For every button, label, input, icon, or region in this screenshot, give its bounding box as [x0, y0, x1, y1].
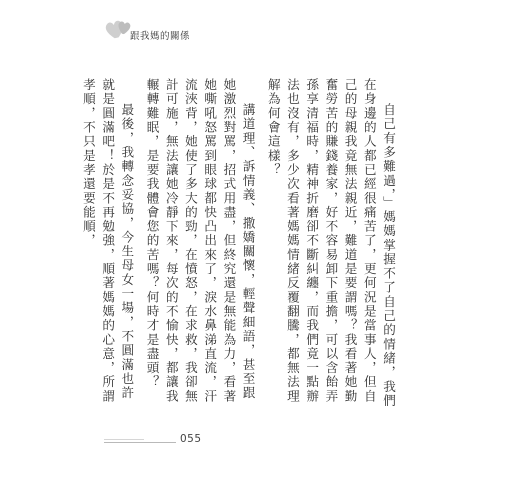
- paragraph: 最後，我轉念妥協，今生母女一場，不圓滿也許就是圓滿吧！於是不再勉強，順著媽媽的心意，所謂孝順，不只是孝還要能順，: [80, 78, 135, 404]
- page-footer: [104, 433, 224, 447]
- paragraph: 講道理、訴情義、撒嬌關懷，輕聲細語，甚至跟她激烈對罵，招式用盡，但終究還是無能為力，看著她嘶吼怒罵到眼球都快凸出來了，淚水鼻涕直流，汗流浹背，她使了多大的勁，在憤怒，在求救，我卻無計可施，無法讓她冷靜下來，每次的不愉快，都讓我輾轉難眠，是要我體會您的苦嗎？何時才是盡頭？: [144, 78, 256, 404]
- header-title: 跟我媽的關係: [130, 31, 191, 42]
- footer-rule: [104, 442, 176, 443]
- footer-rule: [104, 439, 144, 440]
- body-text: [80, 78, 398, 410]
- paragraph: 自己有多難過，」媽媽掌握不了自己的情緒，我們在身邊的人都已經很痛苦了，更何況是當事人，但自己的母親我竟無法親近，難道是要謂嗎？我看著她勤奮勞苦的賺錢養家，好不容易卸下重擔，可以含飴弄孫享清福時，精神折磨卻不斷糾纏，而我們竟一點辦法也沒有，多少次看著媽媽情緒反覆翻騰，都無法理解為何會這樣？: [265, 78, 396, 409]
- page-number: 055: [180, 433, 202, 445]
- running-header: [104, 14, 224, 42]
